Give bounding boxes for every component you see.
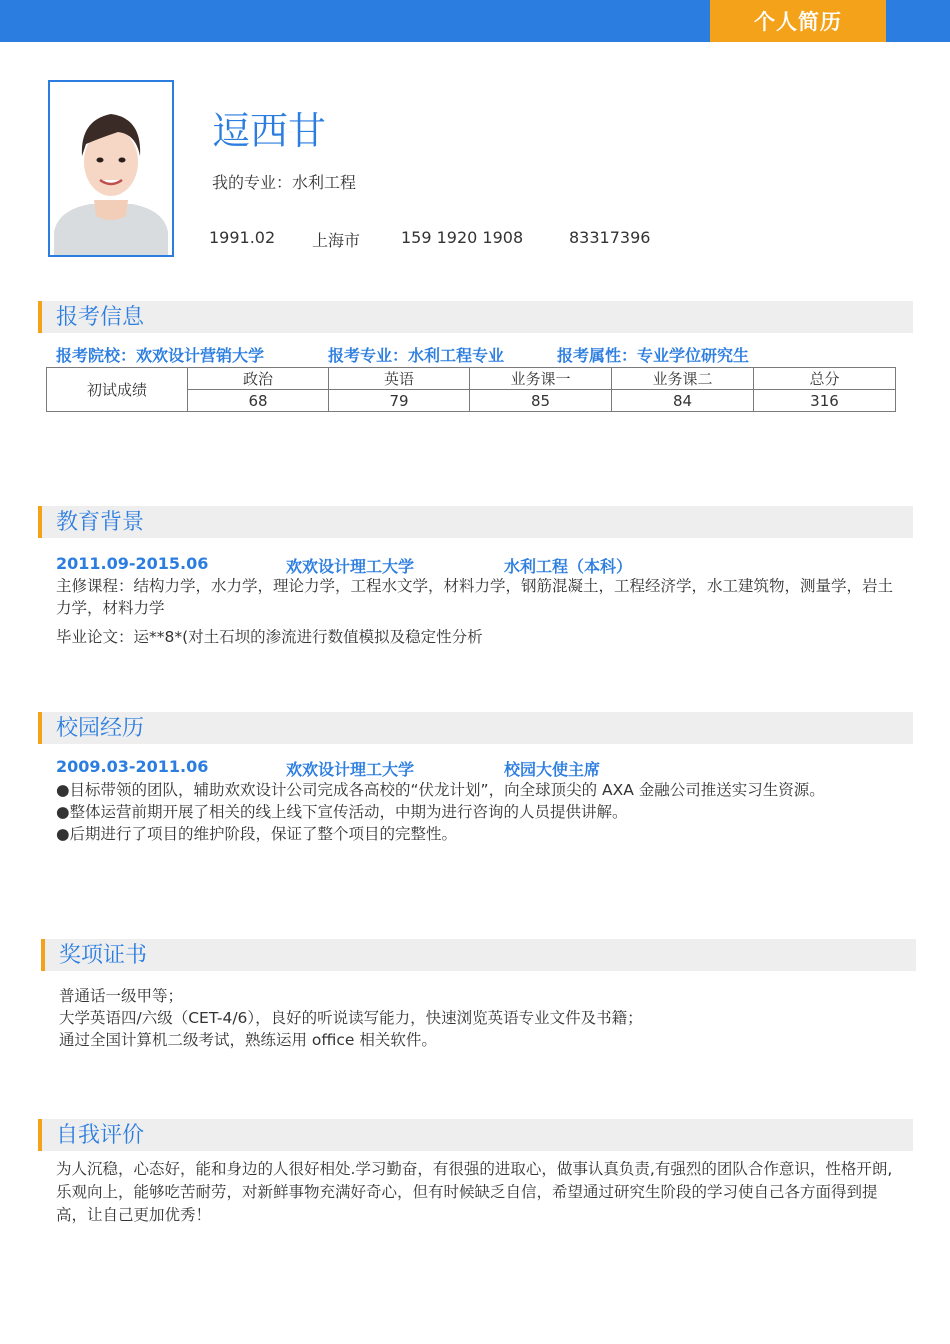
section-title: 自我评价 <box>56 1123 145 1148</box>
section-marker <box>38 301 42 333</box>
list-item: ●整体运营前期开展了相关的线上线下宣传活动，中期为进行咨询的人员提供讲解。 <box>56 803 628 821</box>
score-value: 68 <box>188 390 329 412</box>
education-degree: 水利工程（本科） <box>504 557 633 576</box>
section-campus <box>38 712 913 744</box>
score-table <box>46 367 896 412</box>
list-item: 大学英语四/六级（CET-4/6），良好的听说读写能力，快速浏览英语专业文件及书籍； <box>59 1009 643 1027</box>
score-header: 业务课二 <box>612 368 754 390</box>
education-period: 2011.09-2015.06 <box>56 554 209 573</box>
score-value: 316 <box>754 390 896 412</box>
exam-major: 报考专业：水利工程专业 <box>328 346 505 365</box>
section-marker <box>41 939 45 971</box>
section-title: 报考信息 <box>56 305 145 330</box>
campus-period: 2009.03-2011.06 <box>56 757 209 776</box>
exam-type: 报考属性：专业学位研究生 <box>557 346 750 365</box>
birth-date: 1991.02 <box>209 228 276 247</box>
list-item: 普通话一级甲等； <box>59 987 184 1005</box>
list-item: ●后期进行了项目的维护阶段，保证了整个项目的完整性。 <box>56 825 458 843</box>
avatar-icon <box>50 82 172 255</box>
qq-number: 83317396 <box>569 228 651 247</box>
section-title: 校园经历 <box>56 716 145 741</box>
campus-school: 欢欢设计理工大学 <box>286 760 415 779</box>
education-thesis: 毕业论文：运**8*(对土石坝的渗流进行数值模拟及稳定性分析 <box>56 628 483 646</box>
section-awards <box>41 939 916 971</box>
education-courses: 主修课程：结构力学，水力学，理论力学，工程水文学，材料力学，钢筋混凝土，工程经济学，水工建筑物，测量学，岩土力学，材料力学 <box>56 577 894 617</box>
section-marker <box>38 712 42 744</box>
exam-school: 报考院校：欢欢设计营销大学 <box>56 346 265 365</box>
city: 上海市 <box>312 231 361 250</box>
section-marker <box>38 506 42 538</box>
candidate-major: 我的专业：水利工程 <box>212 173 357 192</box>
score-value: 84 <box>612 390 754 412</box>
table-row <box>47 368 896 390</box>
score-row-label: 初试成绩 <box>47 368 188 412</box>
resume-tag: 个人简历 <box>710 0 886 42</box>
section-marker <box>38 1119 42 1151</box>
score-header: 总分 <box>754 368 896 390</box>
score-header: 政治 <box>188 368 329 390</box>
list-item: ●目标带领的团队，辅助欢欢设计公司完成各高校的“伏龙计划”，向全球顶尖的 AXA 金融公司推送实习生资源。 <box>56 781 825 799</box>
section-education <box>38 506 913 538</box>
profile-photo <box>48 80 174 257</box>
education-school: 欢欢设计理工大学 <box>286 557 415 576</box>
score-header: 业务课一 <box>470 368 612 390</box>
section-title: 奖项证书 <box>59 943 148 968</box>
score-header: 英语 <box>329 368 470 390</box>
phone: 159 1920 1908 <box>401 228 524 247</box>
section-title: 教育背景 <box>56 510 145 535</box>
candidate-name: 逗西甘 <box>212 109 327 153</box>
campus-role: 校园大使主席 <box>504 760 601 779</box>
score-value: 79 <box>329 390 470 412</box>
self-evaluation-text: 为人沉稳，心态好，能和身边的人很好相处.学习勤奋，有很强的进取心，做事认真负责,有强烈的团队合作意识，性格开朗,乐观向上，能够吃苦耐劳，对新鲜事物充满好奇心，但有时候缺乏自信，希望通过研究生阶段的学习使自己各方面得到提高，让自己更加优秀！ <box>56 1160 893 1224</box>
section-exam <box>38 301 913 333</box>
score-value: 85 <box>470 390 612 412</box>
section-self-evaluation <box>38 1119 913 1151</box>
list-item: 通过全国计算机二级考试，熟练运用 office 相关软件。 <box>59 1031 437 1049</box>
